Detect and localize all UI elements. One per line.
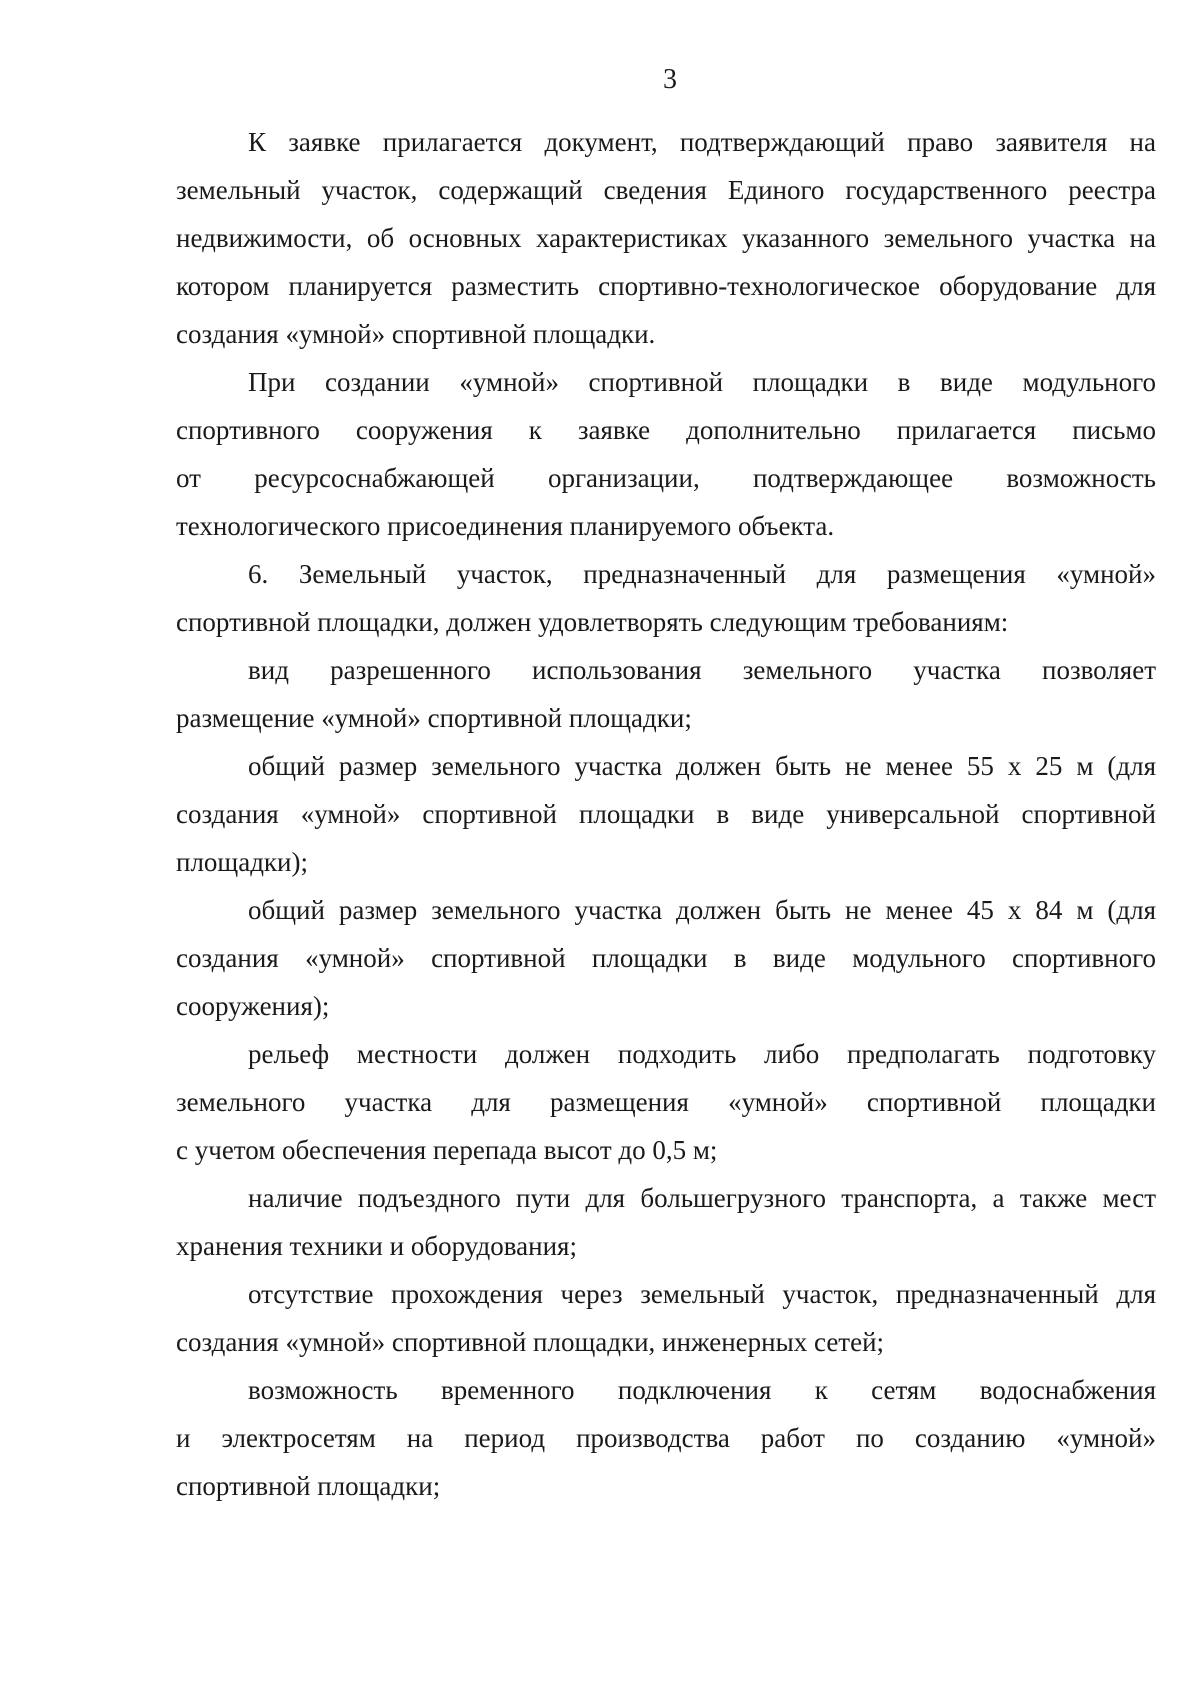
paragraph-line: сооружения); xyxy=(176,991,330,1021)
paragraph-line: земельный участок, содержащий сведения Единого государственного реестра xyxy=(176,175,1156,205)
paragraph xyxy=(176,1270,1156,1366)
paragraph xyxy=(176,742,1156,886)
document-body xyxy=(176,118,1156,1510)
paragraph-line: хранения техники и оборудования; xyxy=(176,1231,577,1261)
paragraph-line: возможность временного подключения к сетям водоснабжения xyxy=(248,1375,1156,1405)
paragraph-line: технологического присоединения планируемого объекта. xyxy=(176,511,835,541)
paragraph-line: общий размер земельного участка должен быть не менее 55 х 25 м (для xyxy=(248,751,1156,781)
paragraph-line: При создании «умной» спортивной площадки в виде модульного xyxy=(248,367,1156,397)
paragraph xyxy=(176,1366,1156,1510)
paragraph xyxy=(176,886,1156,1030)
paragraph-line: создания «умной» спортивной площадки в виде универсальной спортивной xyxy=(176,799,1156,829)
paragraph-line: земельного участка для размещения «умной» спортивной площадки xyxy=(176,1087,1156,1117)
paragraph-line: площадки); xyxy=(176,847,308,877)
paragraph xyxy=(176,550,1156,646)
paragraph-line: вид разрешенного использования земельного участка позволяет xyxy=(248,655,1156,685)
paragraph xyxy=(176,646,1156,742)
paragraph-line: спортивной площадки; xyxy=(176,1471,441,1501)
paragraph-line: создания «умной» спортивной площадки в виде модульного спортивного xyxy=(176,943,1156,973)
paragraph-line: 6. Земельный участок, предназначенный для размещения «умной» xyxy=(248,559,1156,589)
paragraph-line: создания «умной» спортивной площадки, инженерных сетей; xyxy=(176,1327,885,1357)
paragraph-line: недвижимости, об основных характеристиках указанного земельного участка на xyxy=(176,223,1156,253)
paragraph-line: отсутствие прохождения через земельный участок, предназначенный для xyxy=(248,1279,1156,1309)
paragraph-line: создания «умной» спортивной площадки. xyxy=(176,319,656,349)
paragraph-line: размещение «умной» спортивной площадки; xyxy=(176,703,692,733)
paragraph-line: общий размер земельного участка должен быть не менее 45 х 84 м (для xyxy=(248,895,1156,925)
page-number: 3 xyxy=(663,64,677,95)
paragraph-line: К заявке прилагается документ, подтверждающий право заявителя на xyxy=(248,127,1156,157)
paragraph-line: спортивной площадки, должен удовлетворять следующим требованиям: xyxy=(176,607,1009,637)
paragraph-line: наличие подъездного пути для большегрузного транспорта, а также мест xyxy=(248,1183,1156,1213)
paragraph xyxy=(176,118,1156,358)
paragraph-line: котором планируется разместить спортивно-технологическое оборудование для xyxy=(176,271,1156,301)
paragraph-line: рельеф местности должен подходить либо предполагать подготовку xyxy=(248,1039,1156,1069)
paragraph xyxy=(176,1174,1156,1270)
paragraph-line: от ресурсоснабжающей организации, подтверждающее возможность xyxy=(176,463,1156,493)
paragraph xyxy=(176,358,1156,550)
paragraph-line: и электросетям на период производства работ по созданию «умной» xyxy=(176,1423,1156,1453)
paragraph xyxy=(176,1030,1156,1174)
paragraph-line: с учетом обеспечения перепада высот до 0,5 м; xyxy=(176,1135,718,1165)
paragraph-line: спортивного сооружения к заявке дополнительно прилагается письмо xyxy=(176,415,1156,445)
